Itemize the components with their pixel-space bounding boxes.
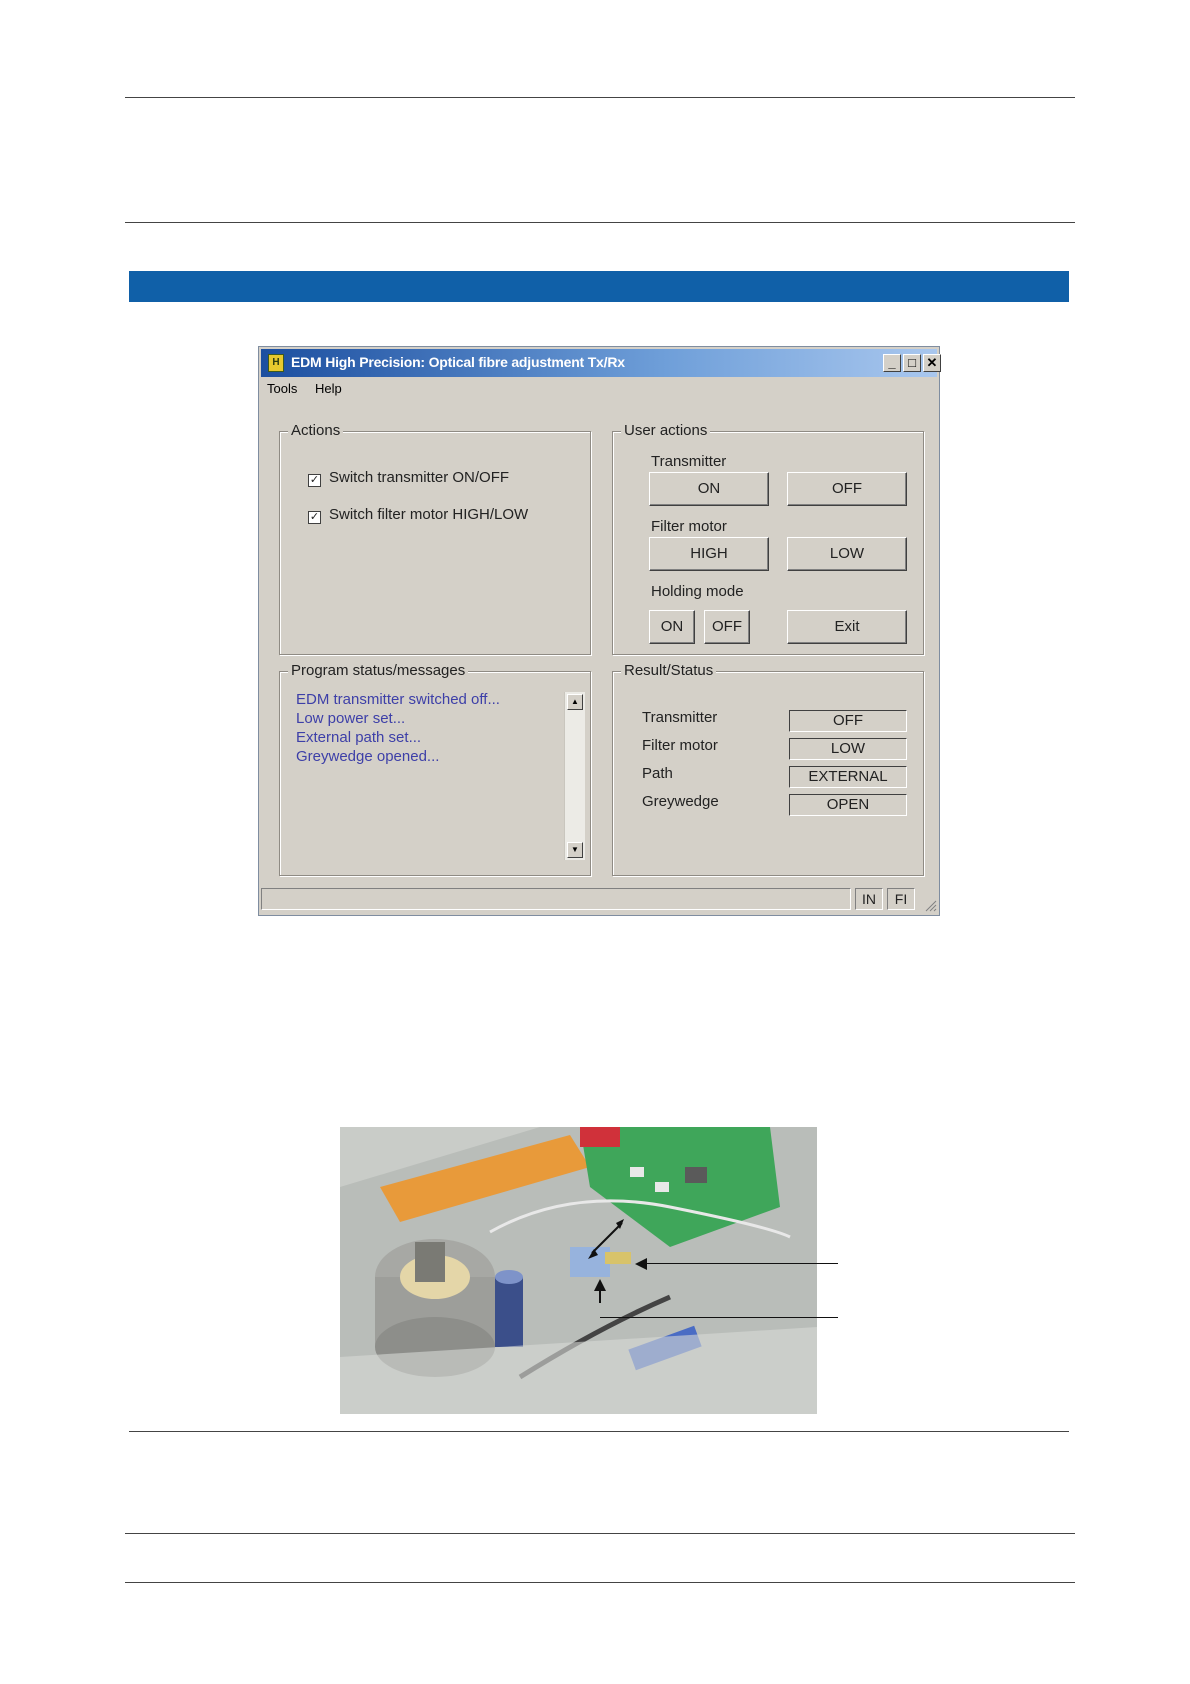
program-status-group: [279, 662, 591, 876]
holding-on-button[interactable]: ON: [649, 610, 695, 644]
result-path-value: EXTERNAL: [789, 766, 907, 788]
result-status-group-label: Result/Status: [621, 662, 716, 679]
exit-button[interactable]: Exit: [787, 610, 907, 644]
result-transmitter-value: OFF: [789, 710, 907, 732]
resize-grip-icon[interactable]: [923, 898, 937, 912]
application-window: [258, 346, 940, 916]
result-greywedge-value: OPEN: [789, 794, 907, 816]
scroll-up-icon[interactable]: ▲: [567, 694, 583, 710]
header-rule: [125, 222, 1075, 223]
result-greywedge-label: Greywedge: [642, 793, 719, 810]
menu-help[interactable]: Help: [314, 381, 342, 396]
filter-motor-label: Filter motor: [651, 518, 727, 535]
title-bar[interactable]: [261, 349, 937, 377]
status-main-cell: [261, 888, 851, 910]
scroll-down-icon[interactable]: ▼: [567, 842, 583, 858]
filter-motor-checkbox-row[interactable]: [308, 506, 528, 524]
callout-line-upper: [647, 1263, 838, 1264]
top-rule: [125, 97, 1075, 98]
transmitter-checkbox[interactable]: ✓: [309, 474, 320, 486]
result-transmitter-label: Transmitter: [642, 709, 718, 726]
transmitter-off-button[interactable]: OFF: [787, 472, 907, 506]
filter-motor-checkbox[interactable]: ✓: [309, 511, 320, 523]
transmitter-label: Transmitter: [651, 453, 727, 470]
user-actions-group-label: User actions: [621, 422, 710, 439]
message-list: [296, 690, 500, 766]
holding-off-button[interactable]: OFF: [704, 610, 750, 644]
menu-tools[interactable]: Tools: [267, 381, 298, 396]
filter-high-button[interactable]: HIGH: [649, 537, 769, 571]
maximize-icon[interactable]: □: [903, 354, 921, 372]
footer-rule-upper: [125, 1533, 1075, 1534]
menu-bar: [267, 381, 356, 396]
holding-mode-label: Holding mode: [651, 583, 744, 600]
message-line: Greywedge opened...: [296, 748, 440, 765]
app-icon: H: [268, 354, 284, 372]
section-header-bar: [129, 271, 1069, 302]
result-status-group: [612, 662, 924, 876]
filter-motor-checkbox-label: Switch filter motor HIGH/LOW: [329, 506, 529, 523]
transmitter-on-button[interactable]: ON: [649, 472, 769, 506]
figure-bottom-rule: [129, 1431, 1069, 1432]
minimize-icon[interactable]: _: [883, 354, 901, 372]
message-line: Low power set...: [296, 710, 406, 727]
status-bar: [261, 888, 937, 912]
result-filter-motor-label: Filter motor: [642, 737, 718, 754]
messages-scrollbar[interactable]: [564, 692, 585, 860]
status-cell-in: IN: [855, 888, 883, 910]
actions-group-label: Actions: [288, 422, 343, 439]
close-icon[interactable]: ✕: [923, 354, 941, 372]
filter-low-button[interactable]: LOW: [787, 537, 907, 571]
message-line: EDM transmitter switched off...: [296, 691, 500, 708]
optical-fibre-assembly-image: [340, 1127, 817, 1414]
result-path-label: Path: [642, 765, 673, 782]
transmitter-checkbox-label: Switch transmitter ON/OFF: [329, 469, 510, 486]
program-status-group-label: Program status/messages: [288, 662, 468, 679]
user-actions-group: [612, 422, 924, 655]
status-cell-fi: FI: [887, 888, 915, 910]
actions-group: [279, 422, 591, 655]
result-filter-motor-value: LOW: [789, 738, 907, 760]
footer-rule-lower: [125, 1582, 1075, 1583]
callout-line-lower: [600, 1317, 838, 1318]
transmitter-checkbox-row[interactable]: [308, 469, 509, 487]
window-title: EDM High Precision: Optical fibre adjustment Tx/Rx: [291, 354, 625, 370]
message-line: External path set...: [296, 729, 422, 746]
